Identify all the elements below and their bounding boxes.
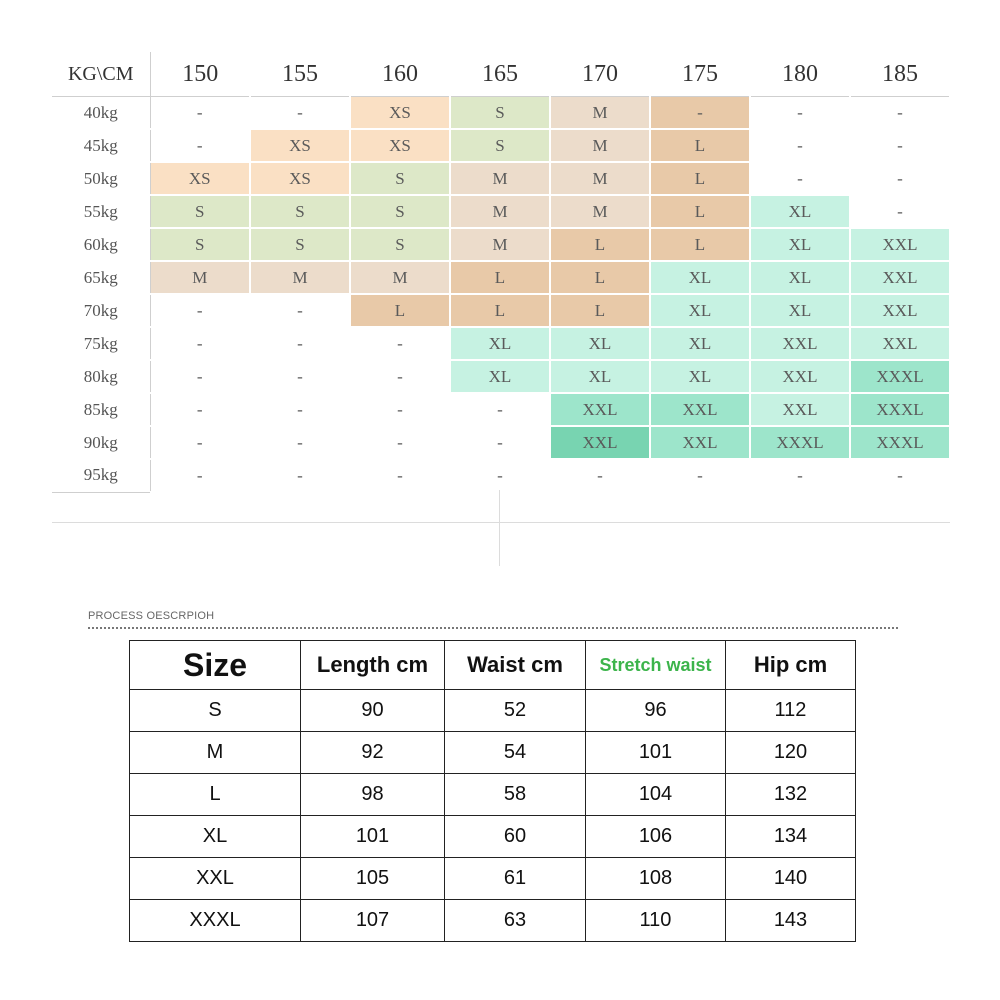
table-row — [130, 690, 856, 732]
size-recommendation-cell: - — [550, 459, 650, 492]
size-recommendation-cell: L — [650, 195, 750, 228]
size-recommendation-cell: - — [850, 129, 950, 162]
hip-cell: 112 — [726, 690, 856, 732]
size-recommendation-cell: XL — [650, 294, 750, 327]
size-recommendation-cell: - — [850, 195, 950, 228]
size-recommendation-cell: XS — [250, 129, 350, 162]
header-size: Size — [130, 641, 301, 690]
stretch-waist-cell: 106 — [586, 816, 726, 858]
size-recommendation-cell: M — [550, 129, 650, 162]
weight-label: 90kg — [52, 426, 150, 459]
size-recommendation-cell: L — [450, 261, 550, 294]
size-recommendation-cell: - — [750, 97, 850, 130]
length-cell: 101 — [301, 816, 445, 858]
size-recommendation-cell: - — [450, 459, 550, 492]
size-recommendation-cell: S — [350, 195, 450, 228]
table-row — [130, 816, 856, 858]
size-recommendation-cell: XXL — [850, 228, 950, 261]
size-recommendation-cell: S — [450, 129, 550, 162]
size-recommendation-cell: XS — [250, 162, 350, 195]
header-hip: Hip cm — [726, 641, 856, 690]
size-recommendation-cell: - — [250, 360, 350, 393]
size-recommendation-cell: XXXL — [850, 393, 950, 426]
size-recommendation-cell: - — [150, 360, 250, 393]
size-recommendation-cell: - — [750, 129, 850, 162]
size-recommendation-cell: XL — [450, 360, 550, 393]
size-recommendation-cell: XXL — [850, 294, 950, 327]
size-recommendation-cell: L — [650, 228, 750, 261]
weight-label: 40kg — [52, 97, 150, 130]
size-recommendation-cell: - — [650, 97, 750, 130]
size-recommendation-cell: - — [150, 459, 250, 492]
weight-row — [52, 459, 950, 492]
size-recommendation-cell: - — [750, 459, 850, 492]
size-recommendation-cell: - — [350, 459, 450, 492]
size-recommendation-cell: - — [850, 459, 950, 492]
weight-row — [52, 426, 950, 459]
height-header: 165 — [450, 52, 550, 97]
size-recommendation-cell: - — [350, 426, 450, 459]
weight-row — [52, 97, 950, 130]
size-recommendation-cell: XL — [750, 228, 850, 261]
size-cell: XL — [130, 816, 301, 858]
measurement-table — [129, 640, 856, 942]
length-cell: 98 — [301, 774, 445, 816]
size-recommendation-cell: L — [550, 228, 650, 261]
size-cell: L — [130, 774, 301, 816]
size-recommendation-cell: XL — [550, 327, 650, 360]
stretch-waist-cell: 104 — [586, 774, 726, 816]
size-recommendation-cell: - — [250, 327, 350, 360]
weight-row — [52, 327, 950, 360]
table-row — [130, 900, 856, 942]
waist-cell: 58 — [445, 774, 586, 816]
size-recommendation-cell: - — [250, 97, 350, 130]
size-recommendation-cell: L — [650, 162, 750, 195]
length-cell: 92 — [301, 732, 445, 774]
size-cell: M — [130, 732, 301, 774]
corner-label: KG\CM — [52, 52, 150, 97]
size-recommendation-cell: - — [650, 459, 750, 492]
waist-cell: 54 — [445, 732, 586, 774]
stretch-waist-cell: 108 — [586, 858, 726, 900]
size-recommendation-cell: L — [350, 294, 450, 327]
size-recommendation-cell: S — [450, 97, 550, 130]
size-recommendation-cell: - — [450, 393, 550, 426]
size-recommendation-cell: - — [750, 162, 850, 195]
size-recommendation-cell: XXXL — [750, 426, 850, 459]
weight-label: 60kg — [52, 228, 150, 261]
size-recommendation-cell: XS — [350, 129, 450, 162]
table-row — [130, 774, 856, 816]
size-recommendation-cell: XXXL — [850, 426, 950, 459]
size-cell: XXL — [130, 858, 301, 900]
size-recommendation-cell: XXL — [550, 393, 650, 426]
size-recommendation-cell: XXL — [850, 261, 950, 294]
vertical-divider — [499, 490, 500, 566]
header-stretch-waist: Stretch waist — [586, 641, 726, 690]
size-recommendation-cell: M — [450, 162, 550, 195]
size-recommendation-cell: - — [150, 393, 250, 426]
waist-cell: 61 — [445, 858, 586, 900]
process-description-label: PROCESS OESCRΡIOH — [88, 610, 215, 622]
size-recommendation-cell: - — [450, 426, 550, 459]
size-recommendation-cell: - — [250, 393, 350, 426]
size-recommendation-cell: S — [250, 195, 350, 228]
size-recommendation-cell: XL — [750, 294, 850, 327]
size-recommendation-cell: XL — [750, 261, 850, 294]
size-recommendation-cell: - — [150, 294, 250, 327]
size-recommendation-cell: XL — [750, 195, 850, 228]
waist-cell: 52 — [445, 690, 586, 732]
weight-row — [52, 261, 950, 294]
height-header: 150 — [150, 52, 250, 97]
size-recommendation-cell: - — [250, 459, 350, 492]
size-recommendation-cell: - — [150, 426, 250, 459]
size-recommendation-cell: - — [850, 97, 950, 130]
height-header: 155 — [250, 52, 350, 97]
header-length: Length cm — [301, 641, 445, 690]
size-recommendation-cell: L — [650, 129, 750, 162]
hip-cell: 120 — [726, 732, 856, 774]
size-recommendation-cell: XXL — [850, 327, 950, 360]
size-cell: XXXL — [130, 900, 301, 942]
weight-row — [52, 393, 950, 426]
size-recommendation-cell: - — [250, 294, 350, 327]
size-recommendation-cell: XXL — [650, 426, 750, 459]
weight-label: 65kg — [52, 261, 150, 294]
horizontal-divider — [52, 522, 950, 523]
waist-cell: 63 — [445, 900, 586, 942]
weight-row — [52, 294, 950, 327]
size-recommendation-cell: M — [550, 162, 650, 195]
size-recommendation-cell: - — [350, 327, 450, 360]
weight-row — [52, 162, 950, 195]
height-header: 180 — [750, 52, 850, 97]
size-recommendation-cell: S — [150, 195, 250, 228]
table-row — [130, 858, 856, 900]
weight-row — [52, 195, 950, 228]
weight-label: 95kg — [52, 459, 150, 492]
size-recommendation-cell: L — [450, 294, 550, 327]
hip-cell: 140 — [726, 858, 856, 900]
weight-label: 85kg — [52, 393, 150, 426]
height-header: 170 — [550, 52, 650, 97]
size-recommendation-cell: XL — [650, 327, 750, 360]
size-recommendation-cell: S — [250, 228, 350, 261]
weight-row — [52, 129, 950, 162]
height-header: 175 — [650, 52, 750, 97]
size-recommendation-cell: XL — [450, 327, 550, 360]
measurement-table-wrap — [129, 640, 856, 942]
weight-label: 45kg — [52, 129, 150, 162]
size-recommendation-cell: S — [350, 162, 450, 195]
measurement-header-row — [130, 641, 856, 690]
size-recommendation-cell: L — [550, 294, 650, 327]
hip-cell: 134 — [726, 816, 856, 858]
size-recommendation-cell: M — [350, 261, 450, 294]
size-recommendation-cell: XS — [350, 97, 450, 130]
hip-cell: 143 — [726, 900, 856, 942]
size-recommendation-cell: L — [550, 261, 650, 294]
length-cell: 107 — [301, 900, 445, 942]
height-header: 185 — [850, 52, 950, 97]
height-header: 160 — [350, 52, 450, 97]
size-recommendation-cell: - — [150, 327, 250, 360]
weight-label: 80kg — [52, 360, 150, 393]
size-recommendation-cell: S — [150, 228, 250, 261]
size-recommendation-cell: M — [450, 195, 550, 228]
size-recommendation-cell: - — [250, 426, 350, 459]
length-cell: 90 — [301, 690, 445, 732]
size-recommendation-cell: XL — [650, 261, 750, 294]
size-guide-grid — [52, 52, 950, 493]
dotted-separator — [88, 627, 898, 629]
height-header-row — [52, 52, 950, 97]
size-recommendation-cell: XXXL — [850, 360, 950, 393]
weight-label: 70kg — [52, 294, 150, 327]
stretch-waist-cell: 101 — [586, 732, 726, 774]
size-recommendation-cell: - — [850, 162, 950, 195]
weight-row — [52, 360, 950, 393]
size-recommendation-cell: M — [250, 261, 350, 294]
size-recommendation-cell: XXL — [750, 327, 850, 360]
weight-height-table — [52, 52, 951, 493]
table-row — [130, 732, 856, 774]
size-recommendation-cell: XXL — [650, 393, 750, 426]
stretch-waist-cell: 110 — [586, 900, 726, 942]
weight-label: 55kg — [52, 195, 150, 228]
size-recommendation-cell: - — [150, 97, 250, 130]
weight-row — [52, 228, 950, 261]
size-recommendation-cell: M — [150, 261, 250, 294]
size-recommendation-cell: XXL — [750, 360, 850, 393]
size-recommendation-cell: - — [350, 360, 450, 393]
size-cell: S — [130, 690, 301, 732]
size-recommendation-cell: XXL — [550, 426, 650, 459]
hip-cell: 132 — [726, 774, 856, 816]
size-recommendation-cell: - — [150, 129, 250, 162]
header-waist: Waist cm — [445, 641, 586, 690]
size-recommendation-cell: XS — [150, 162, 250, 195]
weight-label: 75kg — [52, 327, 150, 360]
size-recommendation-cell: XL — [650, 360, 750, 393]
waist-cell: 60 — [445, 816, 586, 858]
stretch-waist-cell: 96 — [586, 690, 726, 732]
weight-label: 50kg — [52, 162, 150, 195]
size-recommendation-cell: - — [350, 393, 450, 426]
size-recommendation-cell: M — [450, 228, 550, 261]
size-recommendation-cell: XL — [550, 360, 650, 393]
size-recommendation-cell: XXL — [750, 393, 850, 426]
length-cell: 105 — [301, 858, 445, 900]
size-recommendation-cell: S — [350, 228, 450, 261]
size-recommendation-cell: M — [550, 195, 650, 228]
size-recommendation-cell: M — [550, 97, 650, 130]
